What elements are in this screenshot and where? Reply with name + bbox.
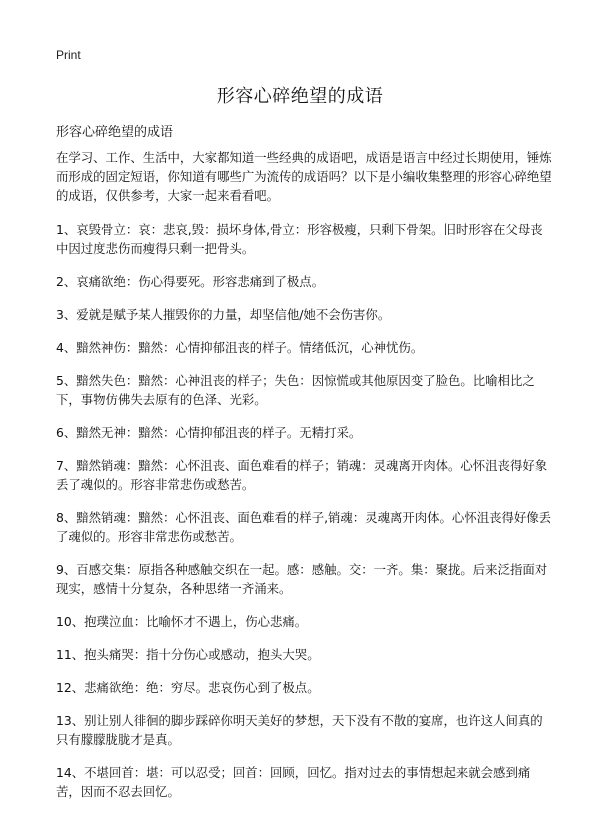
document-subtitle: 形容心碎绝望的成语 xyxy=(56,125,174,140)
print-link[interactable]: Print xyxy=(56,48,81,62)
idiom-item-11: 11、抱头痛哭：指十分伤心或感动，抱头大哭。 xyxy=(56,647,320,662)
idiom-item-10: 10、抱璞泣血：比喻怀才不遇上，伤心悲痛。 xyxy=(56,614,308,629)
idiom-item-14: 14、不堪回首：堪：可以忍受；回首：回顾，回忆。指对过去的事情想起来就会感到痛苦，因而不忍去回忆。 xyxy=(56,765,531,799)
idiom-item-9: 9、百感交集：原指各种感触交织在一起。感：感触。交：一齐。集：聚拢。后来泛指面对现实，感情十分复杂，各种思绪一齐涌来。 xyxy=(56,562,548,596)
idiom-item-7: 7、黯然销魂：黯然：心怀沮丧、面色难看的样子；销魂：灵魂离开肉体。心怀沮丧得好象丢了魂似的。形容非常悲伤或愁苦。 xyxy=(56,458,548,492)
idiom-item-3: 3、爱就是赋予某人摧毁你的力量，却坚信他/她不会伤害你。 xyxy=(56,307,391,322)
idiom-item-12: 12、悲痛欲绝：绝：穷尽。悲哀伤心到了极点。 xyxy=(56,680,320,695)
document-title: 形容心碎绝望的成语 xyxy=(216,86,384,107)
intro-paragraph: 在学习、工作、生活中，大家都知道一些经典的成语吧，成语是语言中经过长期使用，锤炼而形成的固定短语，你知道有哪些广为流传的成语吗？以下是小编收集整理的形容心碎绝望的成语，仅供参考，大家一起来看看吧。 xyxy=(56,150,552,203)
idiom-item-2: 2、哀痛欲绝：伤心得要死。形容悲痛到了极点。 xyxy=(56,274,325,289)
document-body xyxy=(56,148,552,815)
idiom-item-6: 6、黯然无神：黯然：心情抑郁沮丧的样子。无精打采。 xyxy=(56,425,362,440)
idiom-item-4: 4、黯然神伤：黯然：心情抑郁沮丧的样子。情绪低沉，心神忧伤。 xyxy=(56,340,424,355)
idiom-item-1: 1、哀毁骨立：哀：悲哀,毁：损坏身体,骨立：形容极瘦，只剩下骨架。旧时形容在父母丧中因过度悲伤而瘦得只剩一把骨头。 xyxy=(56,222,543,256)
idiom-item-13: 13、别让别人徘徊的脚步踩碎你明天美好的梦想，天下没有不散的宴席，也许这人间真的只有朦朦胧胧才是真。 xyxy=(56,713,543,747)
idiom-item-8: 8、黯然销魂：黯然：心怀沮丧、面色难看的样子,销魂：灵魂离开肉体。心怀沮丧得好像丢了魂似的。形容非常悲伤或愁苦。 xyxy=(56,510,552,544)
idiom-item-5: 5、黯然失色：黯然：心神沮丧的样子；失色：因惊慌或其他原因变了脸色。比喻相比之下，事物仿佛失去原有的色泽、光彩。 xyxy=(56,373,535,407)
